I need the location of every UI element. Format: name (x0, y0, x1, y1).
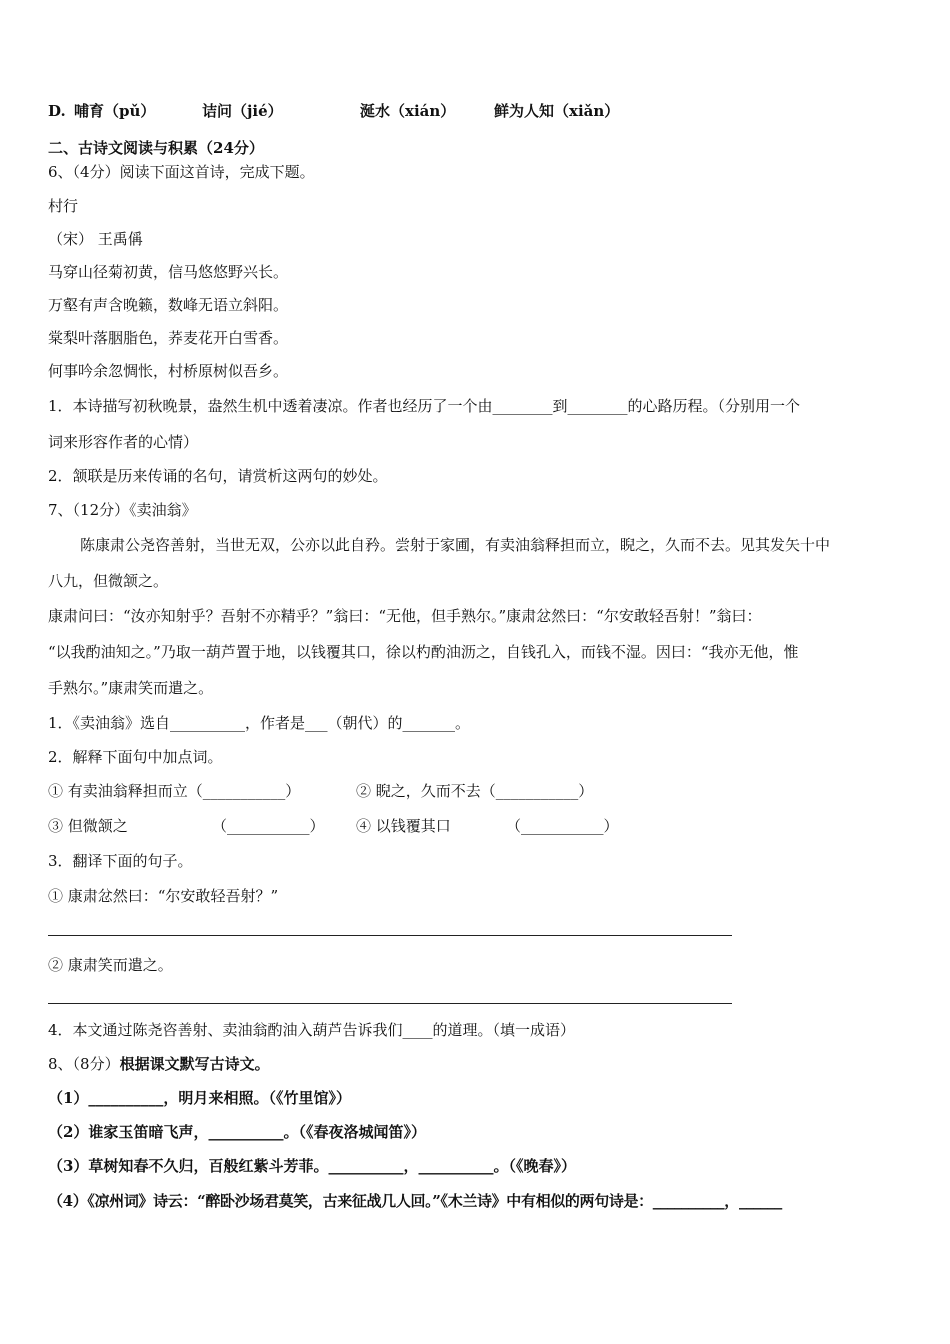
q7-sub2: 2．解释下面句中加点词。 (48, 748, 223, 766)
q6-sub2: 2．颔联是历来传诵的名句，请赏析这两句的妙处。 (48, 467, 388, 485)
poem-title: 村行 (48, 197, 79, 215)
option-d-item-1: 哺育（pǔ） (74, 102, 156, 120)
option-d-label: D. (48, 102, 66, 120)
poem-line: 棠梨叶落胭脂色，荞麦花开白雪香。 (48, 329, 289, 347)
option-d-item-3: 涎水（xián） (360, 102, 456, 120)
recite-item-3: （3）草树知春不久归，百般红紫斗芳菲。__________，__________。（《晚春》） (48, 1157, 576, 1175)
q7-sub1: 1．《卖油翁》选自__________，作者是___（朝代）的_______。 (48, 714, 471, 732)
explain-item-1: ① 有卖油翁释担而立（___________） (48, 782, 301, 800)
q8-stem (48, 1054, 270, 1074)
q7-sub4: 4．本文通过陈尧咨善射、卖油翁酌油入葫芦告诉我们____的道理。（填一成语） (48, 1021, 576, 1039)
explain-item-4: ④ 以钱覆其口 (356, 817, 451, 835)
poem-line: 万壑有声含晚籁，数峰无语立斜阳。 (48, 296, 289, 314)
poem-author: （宋） 王禹偁 (48, 230, 143, 248)
q6-sub1-cont: 词来形容作者的心情） (48, 433, 199, 451)
option-d-item-4: 鲜为人知（xiǎn） (494, 102, 620, 120)
q8-stem-prefix: 8、（8分） (48, 1055, 120, 1073)
explain-blank-3: （___________） (212, 817, 325, 835)
passage-paragraph: 陈康肃公尧咨善射，当世无双，公亦以此自矜。尝射于家圃，有卖油翁释担而立，睨之，久而不去。见其发矢十中 (80, 536, 831, 554)
section-heading: 二、古诗文阅读与积累（24分） (48, 139, 264, 157)
explain-item-3: ③ 但微颔之 (48, 817, 128, 835)
explain-item-2: ② 睨之，久而不去（___________） (356, 782, 594, 800)
recite-item-1: （1）__________，明月来相照。（《竹里馆》） (48, 1089, 351, 1107)
poem-line: 马穿山径菊初黄，信马悠悠野兴长。 (48, 263, 289, 281)
q6-stem: 6、（4分）阅读下面这首诗，完成下题。 (48, 163, 315, 181)
recite-item-4: （4）《凉州词》诗云：“醉卧沙场君莫笑，古来征战几人回。”《木兰诗》中有相似的两句诗是：__________，______ (48, 1192, 782, 1210)
passage-paragraph: 康肃问曰：“汝亦知射乎？吾射不亦精乎？”翁曰：“无他，但手熟尔。”康肃忿然曰：“尔安敢轻吾射！”翁曰： (48, 607, 762, 625)
passage-paragraph-cont: “以我酌油知之。”乃取一葫芦置于地，以钱覆其口，徐以杓酌油沥之，自钱孔入，而钱不湿。因曰：“我亦无他，惟 (48, 643, 799, 661)
translate-item-2: ② 康肃笑而遣之。 (48, 956, 173, 974)
q6-sub1: 1．本诗描写初秋晚景，盎然生机中透着凄凉。作者也经历了一个由________到________的心路历程。（分别用一个 (48, 397, 801, 415)
translate-item-1: ① 康肃忿然曰：“尔安敢轻吾射？” (48, 887, 279, 905)
poem-line: 何事吟余忽惆怅，村桥原树似吾乡。 (48, 362, 289, 380)
explain-blank-4: （___________） (506, 817, 619, 835)
q7-stem: 7、（12分）《卖油翁》 (48, 501, 197, 519)
answer-line (48, 935, 732, 936)
option-d-item-2: 诘问（jié） (202, 102, 283, 120)
passage-paragraph-cont: 手熟尔。”康肃笑而遣之。 (48, 679, 214, 697)
q7-sub3: 3．翻译下面的句子。 (48, 852, 193, 870)
recite-item-2: （2）谁家玉笛暗飞声，__________。（《春夜洛城闻笛》） (48, 1123, 426, 1141)
passage-paragraph-cont: 八九，但微颔之。 (48, 572, 169, 590)
answer-line (48, 1003, 732, 1004)
q8-stem-instruction: 根据课文默写古诗文。 (119, 1055, 270, 1073)
